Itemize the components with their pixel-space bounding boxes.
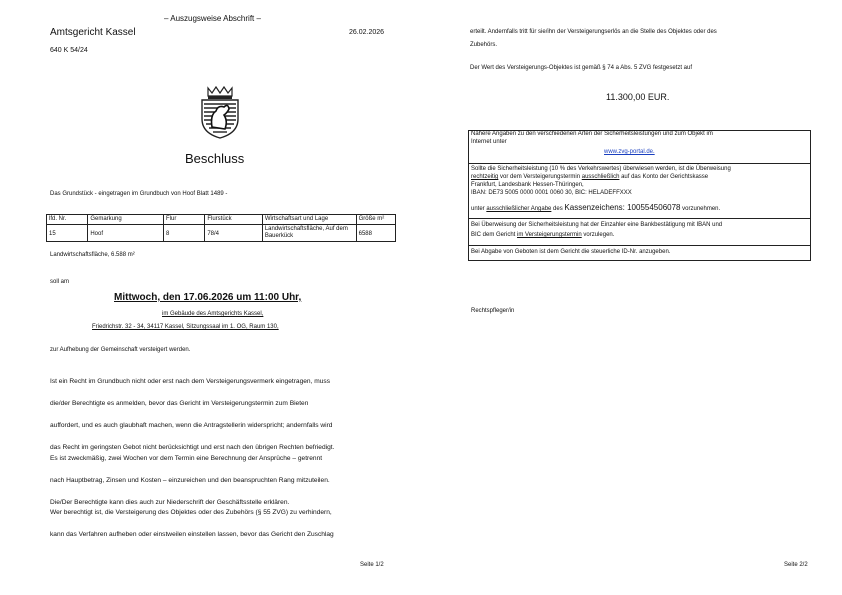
header-cell: Flur bbox=[163, 215, 204, 225]
case-number: 640 K 54/24 bbox=[50, 47, 88, 54]
paragraph-line: die/der Berechtigte es anmelden, bevor das Gericht im Versteigerungstermin zum Bieten bbox=[50, 400, 309, 407]
security-line-2 bbox=[471, 174, 708, 180]
security-text: unter bbox=[471, 206, 487, 212]
paragraph-line: nach Hauptbetrag, Zinsen und Kosten – einzureichen und den beanspruchten Rang mitzuteilen. bbox=[50, 477, 330, 484]
table-cell: 8 bbox=[163, 225, 204, 242]
emphasis-text: rechtzeitig bbox=[471, 174, 499, 180]
property-intro: Das Grundstück - eingetragen im Grundbuch von Hoof Blatt 1489 - bbox=[50, 191, 228, 197]
bank-line-2 bbox=[471, 232, 614, 238]
bank-text: vorzulegen. bbox=[581, 232, 615, 238]
box-divider bbox=[468, 245, 811, 246]
auction-location-line-1: im Gebäude des Amtsgerichts Kassel, bbox=[162, 311, 264, 317]
tax-id-line: Bei Abgabe von Geboten ist dem Gericht die steuerliche ID-Nr. anzugeben. bbox=[471, 249, 671, 255]
header-cell: Gemarkung bbox=[88, 215, 164, 225]
paragraph-line: Es ist zweckmäßig, zwei Wochen vor dem Termin eine Berechnung der Ansprüche – getrennt bbox=[50, 455, 323, 462]
table-cell: 6588 bbox=[356, 225, 395, 242]
paragraph-line: Die/Der Berechtigte kann dies auch zur Niederschrift der Geschäftsstelle erklären. bbox=[50, 499, 290, 506]
page-number-1: Seite 1/2 bbox=[360, 562, 384, 568]
paragraph-line: Wer berechtigt ist, die Versteigerung des Objektes oder des Zubehörs (§ 55 ZVG) zu verhindern, bbox=[50, 509, 332, 516]
property-table bbox=[46, 214, 396, 242]
bank-line-1: Bei Überweisung der Sicherheitsleistung hat der Einzahler eine Bankbestätigung mit IBAN und bbox=[471, 222, 723, 228]
security-line-1: Sollte die Sicherheitsleistung (10 % des Verkehrswertes) überwiesen werden, ist die Überweisung bbox=[471, 166, 731, 172]
table-cell: 15 bbox=[47, 225, 88, 242]
auction-date: Mittwoch, den 17.06.2026 um 11:00 Uhr, bbox=[114, 292, 302, 303]
table-header-row bbox=[47, 215, 396, 225]
page-number-2: Seite 2/2 bbox=[784, 562, 808, 568]
info-line-2: Internet unter bbox=[471, 139, 507, 145]
rights-paragraph bbox=[50, 371, 392, 459]
header-cell: Wirtschaftsart und Lage bbox=[262, 215, 356, 225]
document-title: Beschluss bbox=[185, 151, 245, 166]
info-line-1: Nähere Angaben zu den verschiedenen Arten der Sicherheitsleistungen und zum Objekt im bbox=[471, 131, 713, 137]
security-line-3: Frankfurt, Landesbank Hessen-Thüringen, bbox=[471, 182, 584, 188]
document-date: 26.02.2026 bbox=[349, 29, 385, 36]
emphasis-text: ausschließlich bbox=[581, 174, 620, 180]
soll-am-text: soll am bbox=[50, 279, 70, 285]
excerpt-note: – Auszugsweise Abschrift – bbox=[164, 14, 261, 23]
paragraph-line: das Recht im geringsten Gebot nicht berücksichtigt und erst nach den übrigen Rechten befriedigt. bbox=[50, 444, 335, 451]
continuation-line-1: erteilt. Andernfalls tritt für sie/ihn der Versteigerungserlös an die Stelle des Objektes oder des bbox=[470, 29, 717, 35]
continuation-line-2: Zubehörs. bbox=[470, 42, 498, 48]
auction-purpose: zur Aufhebung der Gemeinschaft versteigert werden. bbox=[50, 347, 191, 353]
bank-text: BIC dem Gericht bbox=[471, 232, 518, 238]
paragraph-line: kann das Verfahren aufheben oder einstweilen einstellen lassen, bevor das Gericht den Zuschlag bbox=[50, 531, 334, 538]
security-text: auf das Konto der Gerichtskasse bbox=[619, 174, 709, 180]
table-cell: Hoof bbox=[88, 225, 164, 242]
hesse-coat-of-arms-icon bbox=[198, 85, 242, 139]
table-cell: Landwirtschaftsfläche, Auf dem Bauerkück bbox=[262, 225, 356, 242]
property-value: 11.300,00 EUR. bbox=[606, 92, 670, 102]
security-text: vor dem Versteigerungstermin bbox=[498, 174, 582, 180]
land-description: Landwirtschaftsfläche, 6.588 m² bbox=[50, 252, 135, 258]
zvg-portal-link[interactable]: www.zvg-portal.de. bbox=[604, 149, 655, 155]
header-cell: Flurstück bbox=[205, 215, 262, 225]
value-intro: Der Wert des Versteigerungs-Objektes ist gemäß § 74 a Abs. 5 ZVG festgesetzt auf bbox=[470, 65, 692, 71]
court-name: Amtsgericht Kassel bbox=[50, 27, 136, 38]
iban-line: IBAN: DE73 5005 0000 0001 0060 30, BIC: HELADEFFXXX bbox=[471, 190, 632, 196]
box-divider bbox=[468, 163, 811, 164]
paragraph-line: Ist ein Recht im Grundbuch nicht oder erst nach dem Versteigerungsvermerk eingetragen, muss bbox=[50, 378, 331, 385]
signature-role: Rechtspfleger/in bbox=[471, 308, 515, 314]
header-cell: lfd. Nr. bbox=[47, 215, 88, 225]
prevention-paragraph bbox=[50, 502, 392, 546]
security-line-5 bbox=[471, 203, 720, 212]
auction-location-line-2: Friedrichstr. 32 - 34, 34117 Kassel, Sitzungssaal im 1. OG, Raum 130, bbox=[92, 324, 279, 330]
emphasis-text: ausschließlicher Angabe bbox=[486, 206, 552, 212]
box-divider bbox=[468, 218, 811, 219]
header-cell: Größe m² bbox=[356, 215, 395, 225]
paragraph-line: auffordert, und es auch glaubhaft machen, wenn die Antragstellerin widerspricht; andernfalls wird bbox=[50, 422, 333, 429]
kassenzeichen: Kassenzeichens: 100554506078 bbox=[564, 203, 681, 212]
security-text: des bbox=[551, 206, 565, 212]
emphasis-text: im Versteigerungstermin bbox=[517, 232, 582, 238]
table-row bbox=[47, 225, 396, 242]
table-cell: 78/4 bbox=[205, 225, 262, 242]
security-text: vorzunehmen. bbox=[680, 206, 721, 212]
